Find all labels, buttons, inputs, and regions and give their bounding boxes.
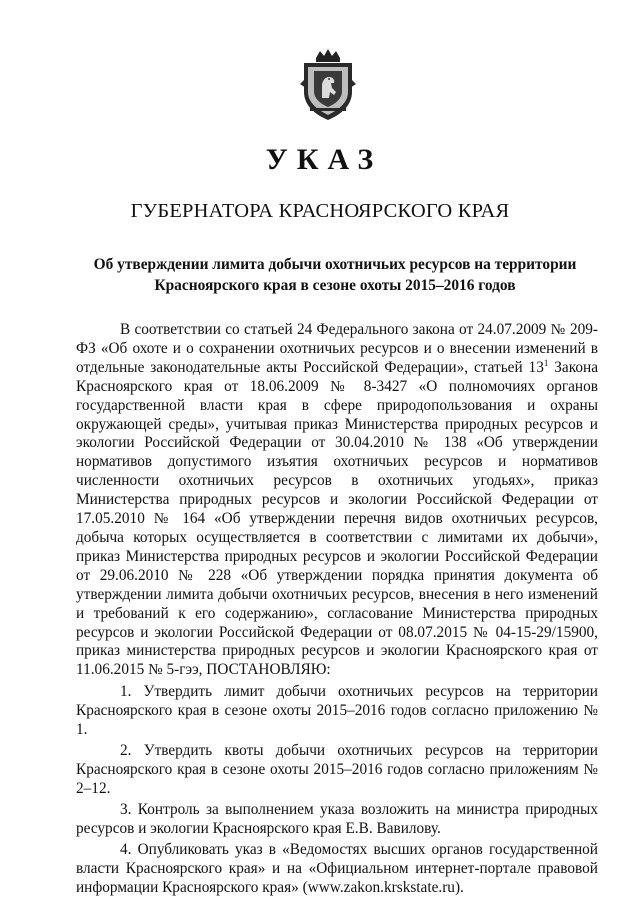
preamble-text-1: В соответствии со статьей 24 Федерального закона от 24.07.2009 № 209-ФЗ «Об охоте и о сохранении охотничьих ресурсов и о внесении изменений в отдельные законодательные акты Российской Федерации», статьей 13	[76, 321, 598, 376]
decree-item-3: 3. Контроль за выполнением указа возложить на министра природных ресурсов и экологии Красноярского края Е.В. Вавилову.	[76, 801, 598, 838]
document-heading	[90, 254, 580, 296]
document-issuer: ГУБЕРНАТОРА КРАСНОЯРСКОГО КРАЯ	[130, 200, 510, 222]
document-body	[76, 321, 598, 898]
heading-line-1: Об утверждении лимита добычи охотничьих ресурсов на территории	[93, 256, 577, 273]
preamble-text-2: Закона Красноярского края от 18.06.2009 № 8-3427 «О полномочиях органов государственной власти края в сфере природопользования и охраны окружающей среды», учитывая приказ Министерства природных ресурсов и экологии Российской Федерации от 30.04.2010 № 138 «Об утверждении нормативов допустимого изъятия охотничьих ресурсов и нормативов численности охотничьих ресурсов в охотничьих угодьях», приказ Министерства природных ресурсов и экологии Российской Федерации от 17.05.2010 № 164 «Об утверждении перечня видов охотничьих ресурсов, добыча которых осуществляется в соответствии с лимитами их добычи», приказ Министерства природных ресурсов и экологии Российской Федерации от 29.06.2010 № 228 «Об утверждении порядка принятия документа об утверждении лимита добычи охотничьих ресурсов, внесения в него изменений и требований к его содержанию», согласование Министерства природных ресурсов и экологии Российской Федерации от 08.07.2015 № 04-15-29/15900, приказ министерства природных ресурсов и экологии Красноярского края от 11.06.2015 № 5-гээ, ПОСТАНОВЛЯЮ:	[76, 358, 598, 679]
preamble-superscript: 1	[543, 357, 549, 368]
document-title: УКАЗ	[265, 143, 383, 176]
heading-line-2: Красноярского края в сезоне охоты 2015–2016 годов	[154, 277, 516, 294]
decree-item-4: 4. Опубликовать указ в «Ведомостях высших органов государственной власти Красноярского края» и на «Официальном интернет-портале правовой информации Красноярского края» (www.zakon.krskstate.ru).	[76, 841, 598, 897]
decree-item-1: 1. Утвердить лимит добычи охотничьих ресурсов на территории Красноярского края в сезоне охоты 2015–2016 годов согласно приложению № 1.	[76, 682, 598, 738]
decree-item-2: 2. Утвердить квоты добычи охотничьих ресурсов на территории Красноярского края в сезоне охоты 2015–2016 годов согласно приложениям № 2–12.	[76, 741, 598, 797]
coat-of-arms-emblem	[296, 48, 360, 122]
preamble-paragraph	[76, 321, 598, 680]
